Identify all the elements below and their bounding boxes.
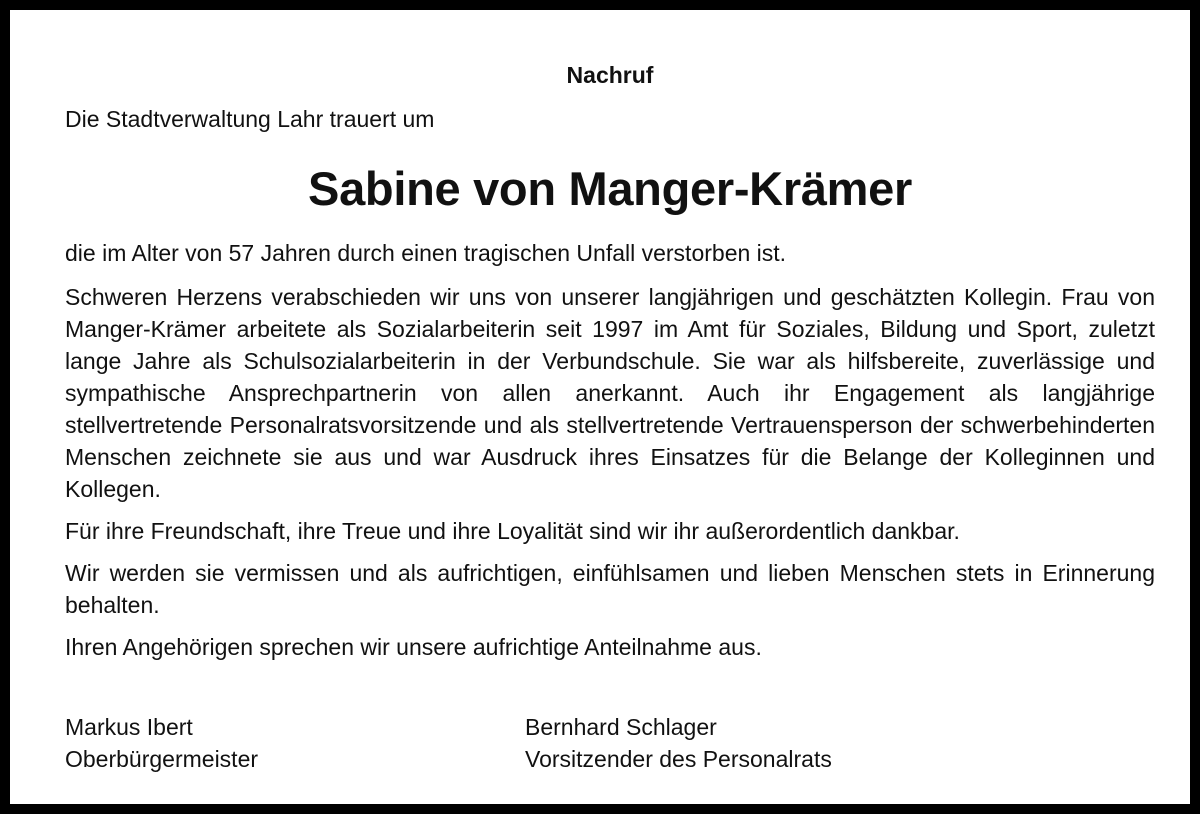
paragraph-remembrance: Wir werden sie vermissen und als aufrichtigen, einfühlsamen und lieben Menschen stets in Erinnerung behalten. bbox=[65, 560, 1155, 618]
signature-mayor bbox=[65, 711, 258, 775]
deceased-name: Sabine von Manger-Krämer bbox=[308, 162, 912, 215]
signature-block bbox=[65, 711, 1155, 781]
paragraph-age: die im Alter von 57 Jahren durch einen tragischen Unfall verstorben ist. bbox=[65, 240, 787, 266]
notice-heading: Nachruf bbox=[566, 62, 654, 88]
signature-council-chair bbox=[525, 711, 832, 775]
obituary-content bbox=[65, 60, 1155, 772]
paragraph-gratitude: Für ihre Freundschaft, ihre Treue und ihre Loyalität sind wir ihr außerordentlich dankbar. bbox=[65, 518, 960, 544]
paragraph-condolence: Ihren Angehörigen sprechen wir unsere aufrichtige Anteilnahme aus. bbox=[65, 634, 762, 660]
signature-title: Vorsitzender des Personalrats bbox=[525, 746, 832, 772]
paragraph-career: Schweren Herzens verabschieden wir uns von unserer langjährigen und geschätzten Kollegin. Frau von Manger-Krämer arbeitete als Sozialarbeiterin seit 1997 im Amt für Soziales, Bildung und Sport, zuletzt lange Jahre als Schulsozialarbeiterin in der Verbundschule. Sie war als hilfsbereite, zuverlässige und sympathische Ansprechpartnerin von allen anerkannt. Auch ihr Engagement als langjährige stellvertretende Personalratsvorsitzende und als stellvertretende Vertrauensperson der schwerbehinderten Menschen zeichnete sie aus und war Ausdruck ihres Einsatzes für die Belange der Kolleginnen und Kollegen. bbox=[65, 284, 1155, 502]
signature-title: Oberbürgermeister bbox=[65, 746, 259, 772]
signature-name: Markus Ibert bbox=[65, 714, 193, 740]
signature-name: Bernhard Schlager bbox=[525, 714, 717, 740]
intro-line: Die Stadtverwaltung Lahr trauert um bbox=[65, 106, 435, 132]
